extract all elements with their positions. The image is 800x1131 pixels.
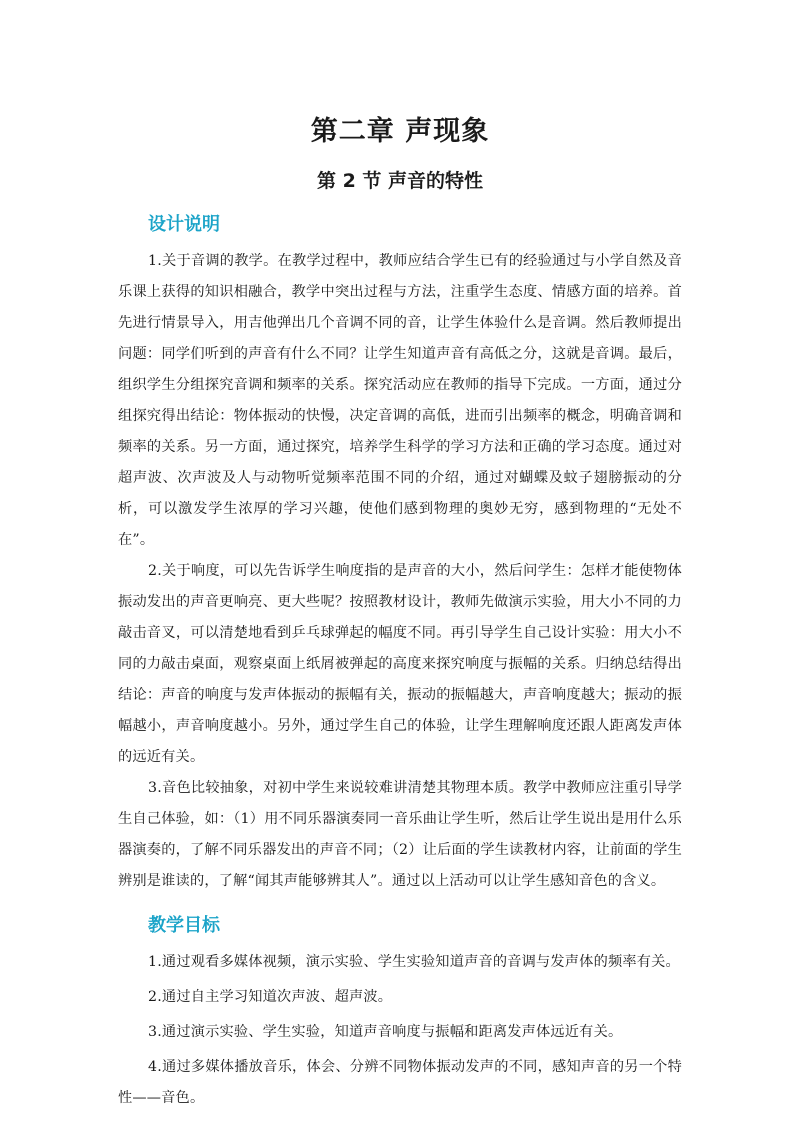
goal-item-4: 4.通过多媒体播放音乐，体会、分辨不同物体振动发声的不同，感知声音的另一个特性——音色。 <box>118 1059 682 1106</box>
design-notes-section <box>118 210 682 897</box>
chapter-title: 第二章 声现象 <box>310 116 490 147</box>
section-title: 第 2 节 声音的特性 <box>316 170 484 192</box>
design-paragraph-3: 3.音色比较抽象，对初中学生来说较难讲清楚其物理本质。教学中教师应注重引导学生自己体验，如：（1）用不同乐器演奏同一音乐曲让学生听，然后让学生说出是用什么乐器演奏的，了解不同乐器发出的声音不同；（2）让后面的学生读教材内容，让前面的学生辨别是谁读的，了解“闻其声能够辨其人”。通过以上活动可以让学生感知音色的含义。 <box>118 780 682 889</box>
design-paragraph-1: 1.关于音调的教学。在教学过程中，教师应结合学生已有的经验通过与小学自然及音乐课上获得的知识相融合，教学中突出过程与方法，注重学生态度、情感方面的培养。首先进行情景导入，用吉他弹出几个音调不同的音，让学生体验什么是音调。然后教师提出问题：同学们听到的声音有什么不同？让学生知道声音有高低之分，这就是音调。最后，组织学生分组探究音调和频率的关系。探究活动应在教师的指导下完成。一方面，通过分组探究得出结论：物体振动的快慢，决定音调的高低，进而引出频率的概念，明确音调和频率的关系。另一方面，通过探究，培养学生科学的学习方法和正确的学习态度。通过对超声波、次声波及人与动物听觉频率范围不同的介绍，通过对蝴蝶及蚊子翅膀振动的分析，可以激发学生浓厚的学习兴趣，使他们感到物理的奥妙无穷，感到物理的“无处不在”。 <box>118 253 682 548</box>
teaching-goals-heading: 教学目标 <box>148 915 220 936</box>
design-paragraph-2: 2.关于响度，可以先告诉学生响度指的是声音的大小，然后问学生：怎样才能使物体振动发出的声音更响亮、更大些呢？按照教材设计，教师先做演示实验，用大小不同的力敲击音叉，可以清楚地看到乒乓球弹起的幅度不同。再引导学生自己设计实验：用大小不同的力敲击桌面，观察桌面上纸屑被弹起的高度来探究响度与振幅的关系。归纳总结得出结论：声音的响度与发声体振动的振幅有关，振动的振幅越大，声音响度越大；振动的振幅越小，声音响度越小。另外，通过学生自己的体验，让学生理解响度还跟人距离发声体的远近有关。 <box>118 563 682 765</box>
design-notes-heading: 设计说明 <box>148 214 220 235</box>
teaching-goals-section <box>118 911 682 1114</box>
goal-item-2: 2.通过自主学习知道次声波、超声波。 <box>148 989 393 1005</box>
goal-item-3: 3.通过演示实验、学生实验，知道声音响度与振幅和距离发声体远近有关。 <box>148 1024 623 1040</box>
goal-item-1: 1.通过观看多媒体视频，演示实验、学生实验知道声音的音调与发声体的频率有关。 <box>148 954 680 970</box>
